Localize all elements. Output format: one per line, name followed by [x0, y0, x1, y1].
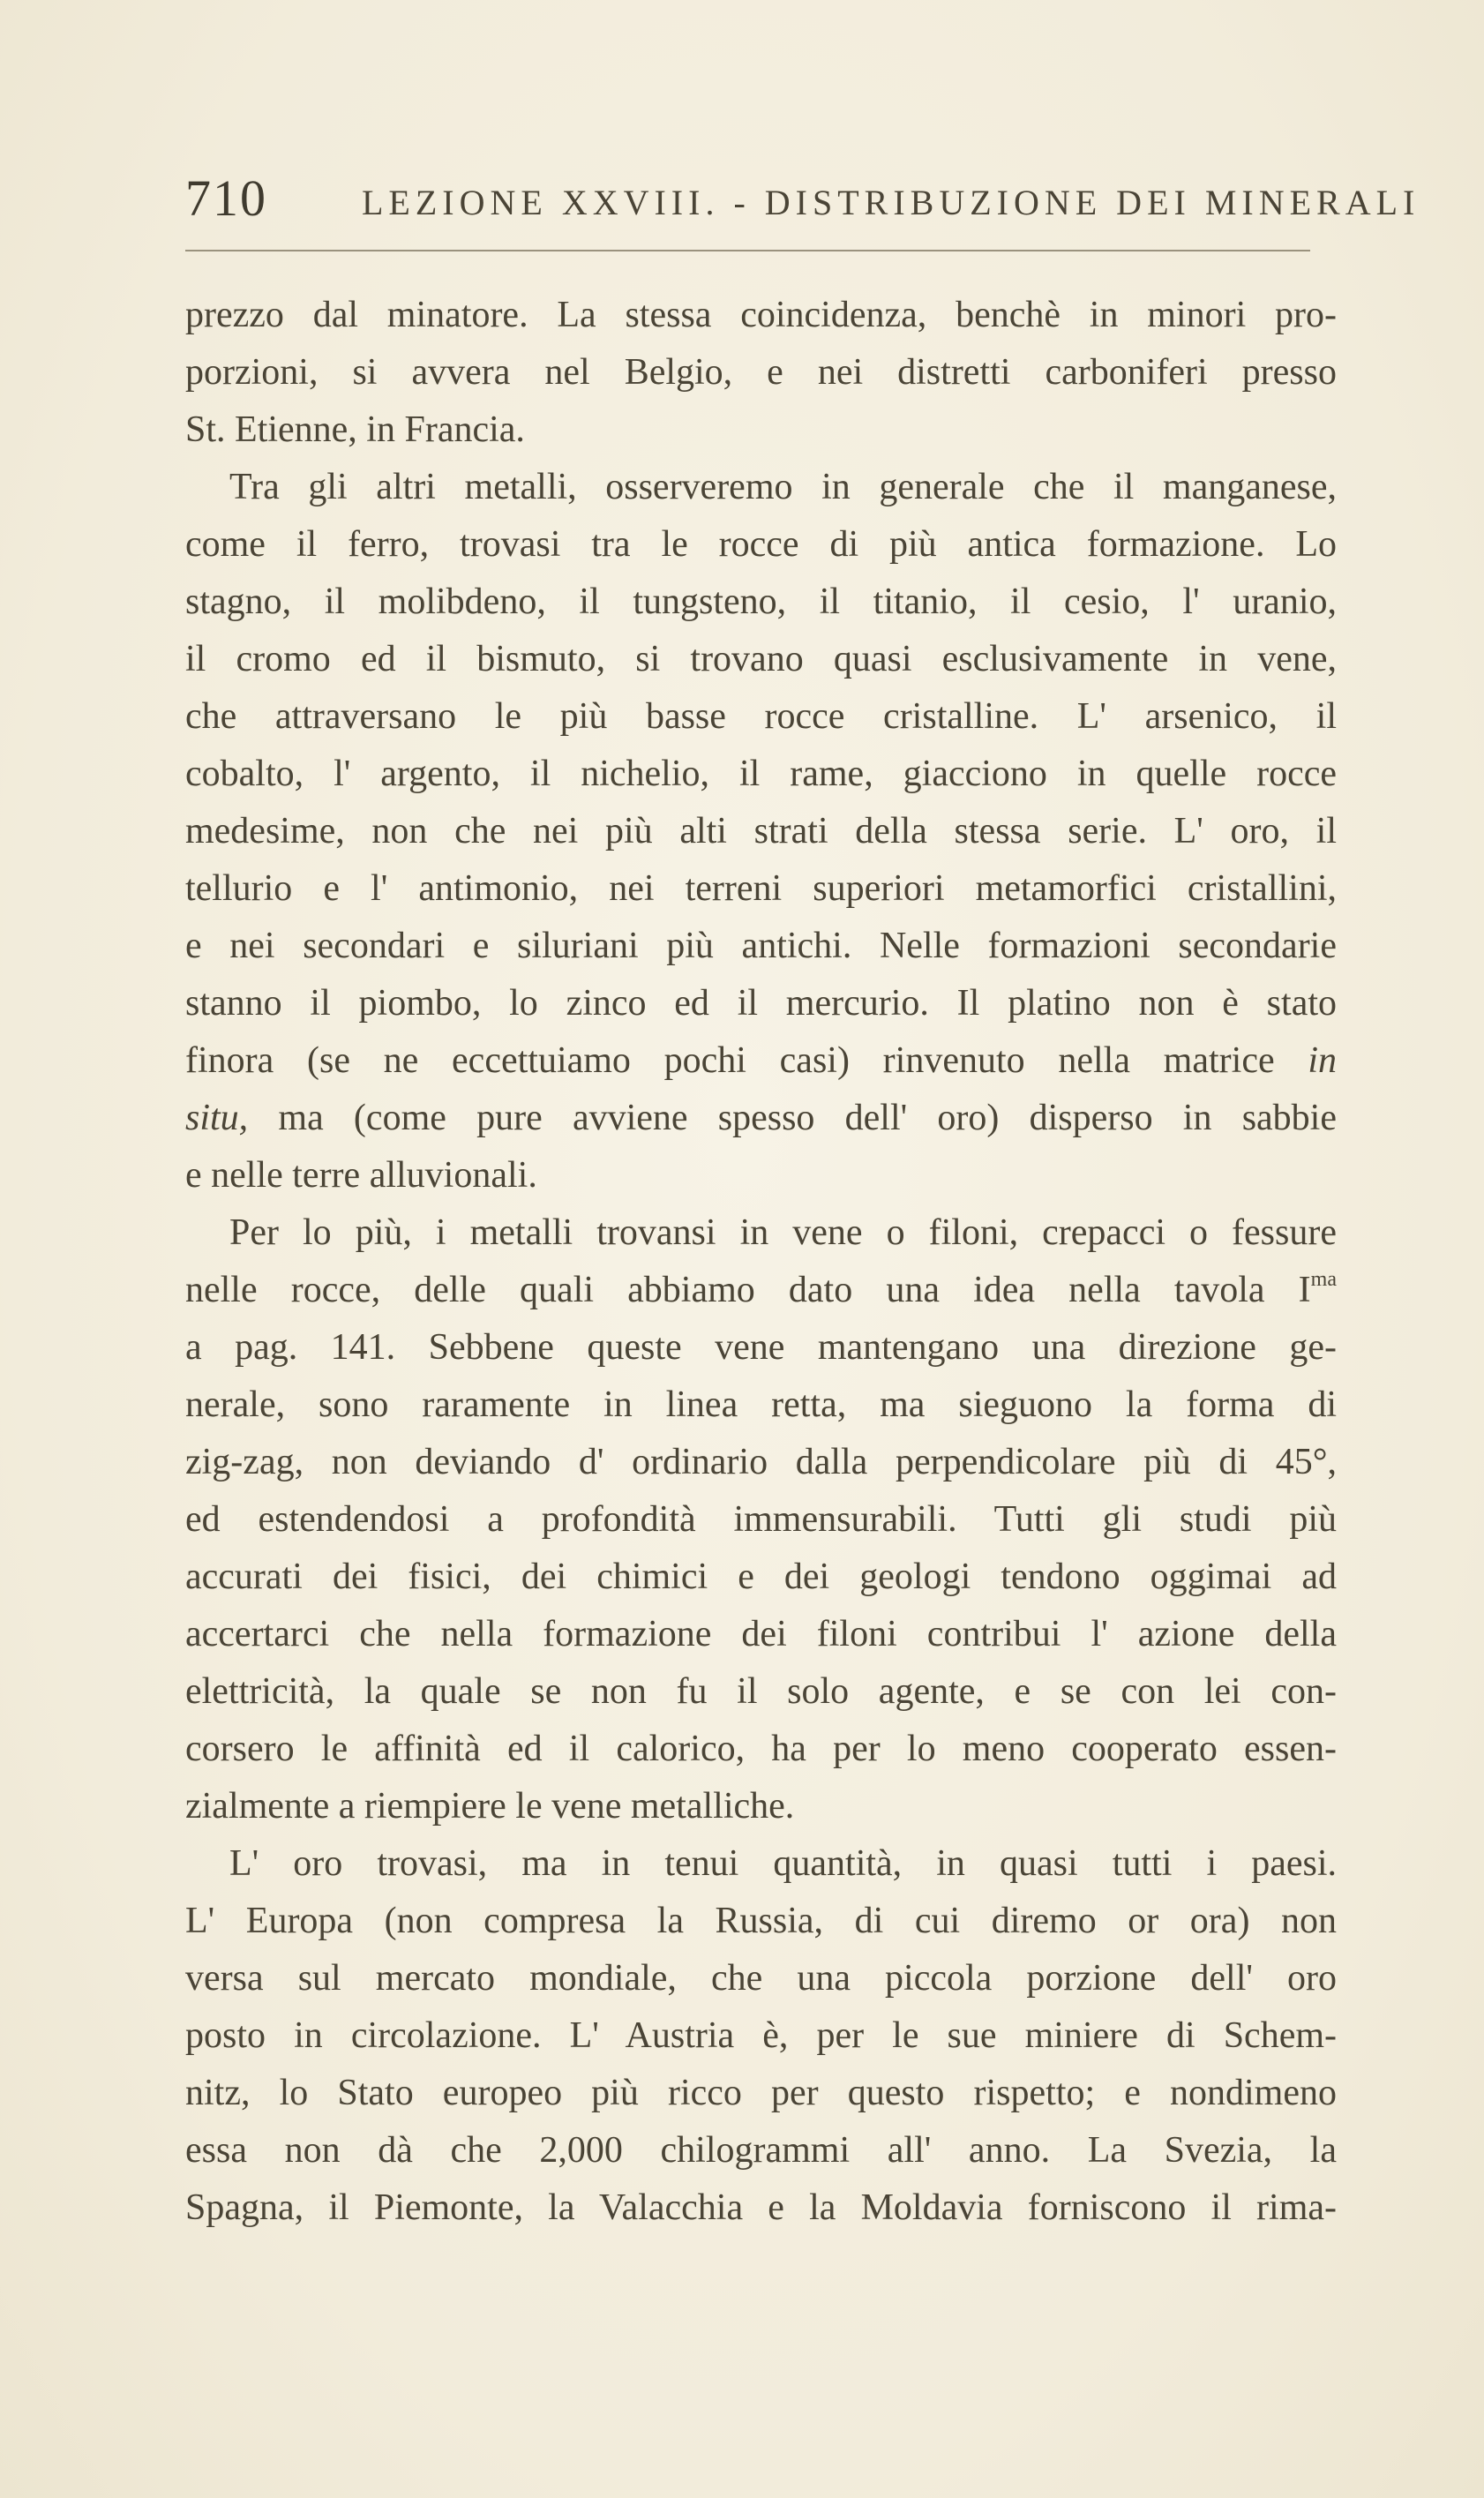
italic-term: in	[1308, 1040, 1337, 1081]
page-number: 710	[185, 169, 267, 227]
text-line: e nei secondari e siluriani più antichi. Nelle formazioni secondarie	[185, 926, 1337, 966]
text-line: tellurio e l' antimonio, nei terreni superiori metamorfici cristallini,	[185, 868, 1337, 909]
text-line: Spagna, il Piemonte, la Valacchia e la Moldavia forniscono il rima-	[185, 2187, 1337, 2228]
text-line: zialmente a riempiere le vene metalliche.	[185, 1786, 795, 1827]
text-line: che attraversano le più basse rocce cristalline. L' arsenico, il	[185, 696, 1337, 737]
text-line: L' Europa (non compresa la Russia, di cui diremo or ora) non	[185, 1901, 1337, 1941]
text-line: prezzo dal minatore. La stessa coincidenza, benchè in minori pro-	[185, 295, 1337, 335]
text-line: come il ferro, trovasi tra le rocce di più antica formazione. Lo	[185, 524, 1337, 565]
text-line: a pag. 141. Sebbene queste vene mantengano una direzione ge-	[185, 1327, 1337, 1368]
text-line: posto in circolazione. L' Austria è, per le sue miniere di Schem-	[185, 2015, 1337, 2056]
superscript-ordinal: ma	[1310, 1268, 1337, 1291]
text-line: il cromo ed il bismuto, si trovano quasi esclusivamente in vene,	[185, 639, 1337, 679]
page-header	[185, 168, 1420, 229]
text-line: L' oro trovasi, ma in tenui quantità, in quasi tutti i paesi.	[229, 1843, 1337, 1884]
header-rule	[185, 250, 1310, 251]
text-line	[185, 1090, 1337, 1147]
text-line: stagno, il molibdeno, il tungsteno, il titanio, il cesio, l' uranio,	[185, 581, 1337, 622]
text-line: zig-zag, non deviando d' ordinario dalla perpendicolare più di 45°,	[185, 1442, 1337, 1482]
text-line: porzioni, si avvera nel Belgio, e nei distretti carboniferi presso	[185, 352, 1337, 393]
text-line: medesime, non che nei più alti strati della stessa serie. L' oro, il	[185, 811, 1337, 851]
text-line: nitz, lo Stato europeo più ricco per questo rispetto; e nondimeno	[185, 2073, 1337, 2113]
text-line: Per lo più, i metalli trovansi in vene o filoni, crepacci o fessure	[229, 1212, 1337, 1253]
text-line: cobalto, l' argento, il nichelio, il rame, giacciono in quelle rocce	[185, 754, 1337, 794]
text-line	[185, 1032, 1337, 1090]
text-line: ed estendendosi a profondità immensurabili. Tutti gli studi più	[185, 1499, 1337, 1540]
text-line	[185, 1262, 1337, 1319]
text-line: accurati dei fisici, dei chimici e dei geologi tendono oggimai ad	[185, 1557, 1337, 1597]
text-line: corsero le affinità ed il calorico, ha per lo meno cooperato essen-	[185, 1729, 1337, 1769]
running-head: LEZIONE XXVIII. - DISTRIBUZIONE DEI MINERALI	[362, 183, 1420, 222]
body-text	[185, 287, 1337, 2237]
text-line: St. Etienne, in Francia.	[185, 409, 525, 450]
text-segment: nelle rocce, delle quali abbiamo dato una idea nella tavola I	[185, 1270, 1311, 1310]
text-segment: finora (se ne eccettuiamo pochi casi) rinvenuto nella matrice	[185, 1040, 1275, 1081]
text-line: essa non dà che 2,000 chilogrammi all' anno. La Svezia, la	[185, 2130, 1337, 2171]
text-line: accertarci che nella formazione dei filoni contribui l' azione della	[185, 1614, 1337, 1654]
text-line: versa sul mercato mondiale, che una piccola porzione dell' oro	[185, 1958, 1337, 1999]
italic-term: situ,	[185, 1098, 249, 1138]
text-line: Tra gli altri metalli, osserveremo in generale che il manganese,	[229, 467, 1337, 507]
text-line: elettricità, la quale se non fu il solo agente, e se con lei con-	[185, 1671, 1337, 1712]
text-segment: ma (come pure avviene spesso dell' oro) disperso in sabbie	[278, 1098, 1337, 1138]
text-line: nerale, sono raramente in linea retta, ma sieguono la forma di	[185, 1384, 1337, 1425]
text-line: stanno il piombo, lo zinco ed il mercurio. Il platino non è stato	[185, 983, 1337, 1024]
text-line: e nelle terre alluvionali.	[185, 1155, 537, 1196]
